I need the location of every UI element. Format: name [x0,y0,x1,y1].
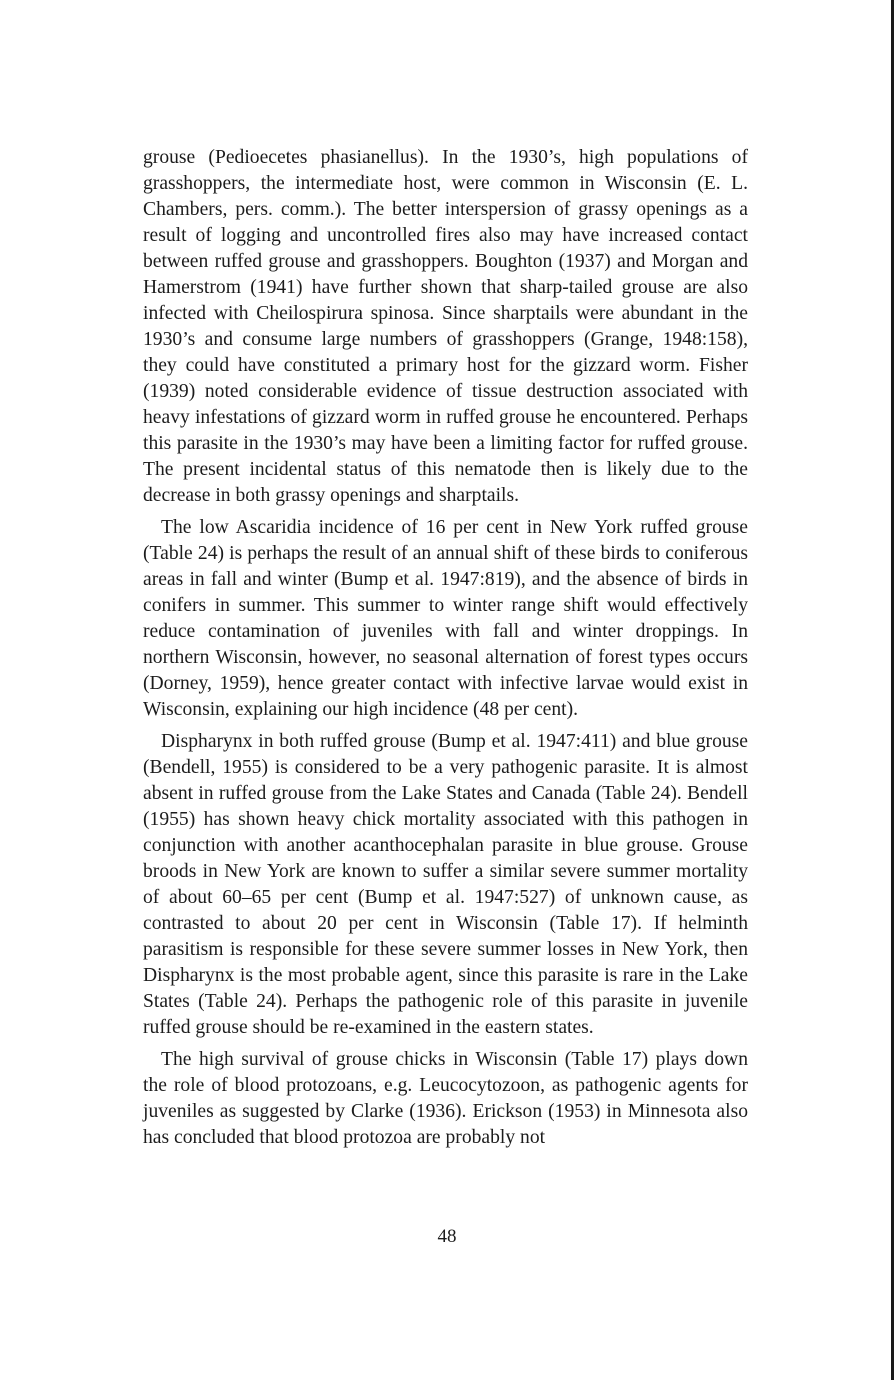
paragraph-gizzard-worm: grouse (Pedioecetes phasianellus). In the 1930’s, high populations of grasshoppers, the intermediate host, were common in Wisconsin (E. L. Chambers, pers. comm.). The better interspersion of grassy openings as a result of logging and uncontrolled fires also may have increased contact between ruffed grouse and grasshoppers. Boughton (1937) and Morgan and Hamerstrom (1941) have further shown that sharp-tailed grouse are also infected with Cheilospirura spinosa. Since sharptails were abundant in the 1930’s and consume large numbers of grasshoppers (Grange, 1948:158), they could have constituted a primary host for the gizzard worm. Fisher (1939) noted considerable evidence of tissue destruction associated with heavy infestations of gizzard worm in ruffed grouse he encountered. Perhaps this parasite in the 1930’s may have been a limiting factor for ruffed grouse. The present incidental status of this nematode then is likely due to the decrease in both grassy openings and sharptails. [143,147,748,506]
body-text [143,145,748,1151]
paragraph-ascaridia: The low Ascaridia incidence of 16 per cent in New York ruffed grouse (Table 24) is perhaps the result of an annual shift of these birds to coniferous areas in fall and winter (Bump et al. 1947:819), and the absence of birds in conifers in summer. This summer to winter range shift would effectively reduce contamination of juveniles with fall and winter droppings. In northern Wisconsin, however, no seasonal alternation of forest types occurs (Dorney, 1959), hence greater contact with infective larvae would exist in Wisconsin, explaining our high incidence (48 per cent). [143,517,748,720]
paragraph-dispharynx: Dispharynx in both ruffed grouse (Bump et al. 1947:411) and blue grouse (Bendell, 1955) is considered to be a very pathogenic parasite. It is almost absent in ruffed grouse from the Lake States and Canada (Table 24). Bendell (1955) has shown heavy chick mortality associated with this pathogen in conjunction with another acanthocephalan parasite in blue grouse. Grouse broods in New York are known to suffer a similar severe summer mortality of about 60–65 per cent (Bump et al. 1947:527) of unknown cause, as contrasted to about 20 per cent in Wisconsin (Table 17). If helminth parasitism is responsible for these severe summer losses in New York, then Dispharynx is the most probable agent, since this parasite is rare in the Lake States (Table 24). Perhaps the pathogenic role of this parasite in juvenile ruffed grouse should be re-examined in the eastern states. [143,731,748,1038]
paragraph-blood-protozoa: The high survival of grouse chicks in Wisconsin (Table 17) plays down the role of blood protozoans, e.g. Leucocytozoon, as pathogenic agents for juveniles as suggested by Clarke (1936). Erickson (1953) in Minnesota also has concluded that blood protozoa are probably not [143,1049,748,1148]
page-number: 48 [437,1226,457,1247]
